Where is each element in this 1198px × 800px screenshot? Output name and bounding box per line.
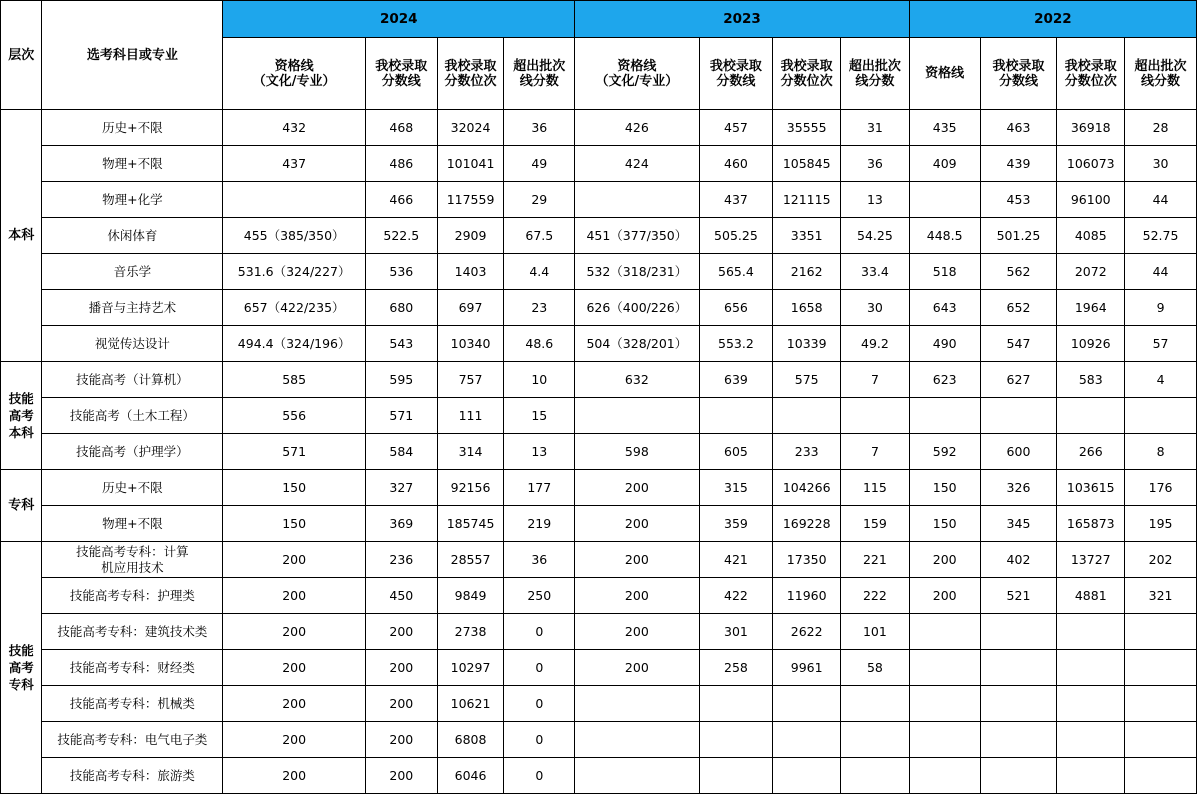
score-cell: 221 — [841, 542, 910, 578]
score-cell — [699, 686, 773, 722]
score-cell: 315 — [699, 470, 773, 506]
score-cell — [980, 686, 1057, 722]
header-subject: 选考科目或专业 — [42, 1, 223, 110]
score-cell: 9961 — [773, 650, 841, 686]
score-cell: 531.6（324/227） — [223, 254, 366, 290]
subject-cell: 技能高考专科：计算机应用技术 — [42, 542, 223, 578]
score-cell: 435 — [909, 110, 980, 146]
score-cell: 200 — [223, 614, 366, 650]
score-cell: 600 — [980, 434, 1057, 470]
subject-cell: 播音与主持艺术 — [42, 290, 223, 326]
score-cell — [1057, 722, 1125, 758]
score-cell: 571 — [223, 434, 366, 470]
score-cell: 490 — [909, 326, 980, 362]
score-cell — [909, 722, 980, 758]
score-cell — [1125, 398, 1197, 434]
score-cell: 627 — [980, 362, 1057, 398]
score-cell — [909, 686, 980, 722]
table-row — [1, 398, 1197, 434]
score-cell: 369 — [365, 506, 437, 542]
score-cell: 266 — [1057, 434, 1125, 470]
table-row — [1, 470, 1197, 506]
score-cell: 44 — [1125, 254, 1197, 290]
year-header-2024: 2024 — [223, 1, 575, 38]
subject-cell: 技能高考专科：机械类 — [42, 686, 223, 722]
score-cell: 200 — [223, 686, 366, 722]
score-cell — [980, 758, 1057, 794]
score-cell: 236 — [365, 542, 437, 578]
subheader-2022-3: 超出批次 线分数 — [1125, 38, 1197, 110]
score-cell: 301 — [699, 614, 773, 650]
score-cell: 10339 — [773, 326, 841, 362]
score-cell: 547 — [980, 326, 1057, 362]
score-cell: 200 — [575, 506, 699, 542]
score-cell: 13 — [841, 182, 910, 218]
score-cell: 13 — [504, 434, 575, 470]
score-cell — [699, 758, 773, 794]
score-cell: 6808 — [437, 722, 504, 758]
table-row — [1, 542, 1197, 578]
table-row — [1, 110, 1197, 146]
score-cell: 643 — [909, 290, 980, 326]
score-cell: 460 — [699, 146, 773, 182]
score-cell: 486 — [365, 146, 437, 182]
subject-cell: 技能高考（计算机） — [42, 362, 223, 398]
score-cell: 2072 — [1057, 254, 1125, 290]
score-cell: 200 — [575, 578, 699, 614]
score-cell: 757 — [437, 362, 504, 398]
score-cell: 233 — [773, 434, 841, 470]
score-cell: 33.4 — [841, 254, 910, 290]
score-cell: 409 — [909, 146, 980, 182]
score-cell: 518 — [909, 254, 980, 290]
score-cell: 10621 — [437, 686, 504, 722]
score-cell: 562 — [980, 254, 1057, 290]
subject-cell: 技能高考专科：电气电子类 — [42, 722, 223, 758]
score-cell: 49 — [504, 146, 575, 182]
subject-cell: 技能高考专科：护理类 — [42, 578, 223, 614]
score-cell — [1057, 758, 1125, 794]
score-cell — [223, 182, 366, 218]
score-cell: 556 — [223, 398, 366, 434]
score-cell: 422 — [699, 578, 773, 614]
score-cell: 150 — [909, 470, 980, 506]
score-cell — [1125, 650, 1197, 686]
score-cell: 200 — [365, 686, 437, 722]
table-row — [1, 506, 1197, 542]
table-row — [1, 614, 1197, 650]
score-cell: 32024 — [437, 110, 504, 146]
score-cell: 54.25 — [841, 218, 910, 254]
score-cell: 532（318/231） — [575, 254, 699, 290]
score-cell: 345 — [980, 506, 1057, 542]
score-cell: 4085 — [1057, 218, 1125, 254]
score-cell: 2162 — [773, 254, 841, 290]
score-cell — [980, 398, 1057, 434]
score-cell: 466 — [365, 182, 437, 218]
score-cell: 92156 — [437, 470, 504, 506]
score-cell: 36 — [504, 542, 575, 578]
score-cell — [980, 722, 1057, 758]
score-cell: 36 — [841, 146, 910, 182]
score-cell: 31 — [841, 110, 910, 146]
score-cell: 2738 — [437, 614, 504, 650]
score-cell: 67.5 — [504, 218, 575, 254]
subject-cell: 物理+化学 — [42, 182, 223, 218]
score-cell: 117559 — [437, 182, 504, 218]
score-cell: 11960 — [773, 578, 841, 614]
score-cell: 463 — [980, 110, 1057, 146]
score-cell: 202 — [1125, 542, 1197, 578]
subject-cell: 历史+不限 — [42, 470, 223, 506]
subject-cell: 技能高考专科：财经类 — [42, 650, 223, 686]
score-cell — [909, 758, 980, 794]
score-cell: 150 — [909, 506, 980, 542]
score-cell: 258 — [699, 650, 773, 686]
score-cell — [575, 398, 699, 434]
score-cell: 656 — [699, 290, 773, 326]
score-cell: 585 — [223, 362, 366, 398]
score-cell: 457 — [699, 110, 773, 146]
score-cell: 632 — [575, 362, 699, 398]
score-cell: 200 — [365, 758, 437, 794]
score-cell: 200 — [365, 650, 437, 686]
score-cell: 200 — [365, 722, 437, 758]
score-cell — [773, 686, 841, 722]
subheader-2024-1: 我校录取 分数线 — [365, 38, 437, 110]
score-cell: 2909 — [437, 218, 504, 254]
score-cell: 29 — [504, 182, 575, 218]
subject-cell: 音乐学 — [42, 254, 223, 290]
score-cell: 176 — [1125, 470, 1197, 506]
score-cell: 200 — [575, 470, 699, 506]
score-cell: 28 — [1125, 110, 1197, 146]
score-cell: 455（385/350） — [223, 218, 366, 254]
score-cell — [575, 722, 699, 758]
score-cell: 598 — [575, 434, 699, 470]
score-cell: 165873 — [1057, 506, 1125, 542]
score-cell: 571 — [365, 398, 437, 434]
table-row — [1, 362, 1197, 398]
score-cell: 321 — [1125, 578, 1197, 614]
score-cell: 36 — [504, 110, 575, 146]
score-cell — [1125, 722, 1197, 758]
score-cell: 553.2 — [699, 326, 773, 362]
score-cell: 185745 — [437, 506, 504, 542]
score-cell: 451（377/350） — [575, 218, 699, 254]
score-cell: 13727 — [1057, 542, 1125, 578]
score-cell: 605 — [699, 434, 773, 470]
score-cell: 150 — [223, 506, 366, 542]
score-cell: 200 — [575, 650, 699, 686]
subheader-2023-2: 我校录取 分数位次 — [773, 38, 841, 110]
score-cell: 96100 — [1057, 182, 1125, 218]
score-cell: 177 — [504, 470, 575, 506]
score-cell: 426 — [575, 110, 699, 146]
score-cell — [909, 614, 980, 650]
score-cell: 468 — [365, 110, 437, 146]
score-cell: 6046 — [437, 758, 504, 794]
score-cell — [773, 758, 841, 794]
score-cell: 595 — [365, 362, 437, 398]
score-cell: 200 — [223, 758, 366, 794]
score-cell — [575, 182, 699, 218]
subheader-2024-2: 我校录取 分数位次 — [437, 38, 504, 110]
score-cell: 121115 — [773, 182, 841, 218]
table-row — [1, 326, 1197, 362]
score-cell: 159 — [841, 506, 910, 542]
score-cell: 0 — [504, 722, 575, 758]
score-cell: 8 — [1125, 434, 1197, 470]
score-cell — [980, 650, 1057, 686]
table-row — [1, 758, 1197, 794]
table-row — [1, 218, 1197, 254]
score-cell: 101041 — [437, 146, 504, 182]
score-cell: 10340 — [437, 326, 504, 362]
score-cell: 639 — [699, 362, 773, 398]
table-row — [1, 722, 1197, 758]
table-row — [1, 290, 1197, 326]
score-cell — [699, 722, 773, 758]
score-cell: 680 — [365, 290, 437, 326]
score-cell — [1057, 398, 1125, 434]
score-cell: 543 — [365, 326, 437, 362]
score-cell: 200 — [575, 614, 699, 650]
score-cell: 195 — [1125, 506, 1197, 542]
score-cell: 314 — [437, 434, 504, 470]
score-cell: 432 — [223, 110, 366, 146]
score-cell: 57 — [1125, 326, 1197, 362]
score-cell: 424 — [575, 146, 699, 182]
score-cell: 10926 — [1057, 326, 1125, 362]
score-cell: 200 — [909, 542, 980, 578]
subheader-2022-1: 我校录取 分数线 — [980, 38, 1057, 110]
score-cell: 17350 — [773, 542, 841, 578]
score-cell: 35555 — [773, 110, 841, 146]
score-cell: 359 — [699, 506, 773, 542]
score-cell: 1403 — [437, 254, 504, 290]
score-cell — [1125, 614, 1197, 650]
subject-cell: 物理+不限 — [42, 146, 223, 182]
score-cell: 450 — [365, 578, 437, 614]
subheader-2023-3: 超出批次 线分数 — [841, 38, 910, 110]
score-cell — [1057, 614, 1125, 650]
score-cell: 105845 — [773, 146, 841, 182]
score-cell: 52.75 — [1125, 218, 1197, 254]
score-cell: 104266 — [773, 470, 841, 506]
score-cell: 592 — [909, 434, 980, 470]
score-cell: 626（400/226） — [575, 290, 699, 326]
table-row — [1, 254, 1197, 290]
score-cell: 453 — [980, 182, 1057, 218]
score-cell — [773, 398, 841, 434]
score-cell: 4 — [1125, 362, 1197, 398]
score-cell: 4.4 — [504, 254, 575, 290]
score-cell: 200 — [223, 542, 366, 578]
subheader-2022-0: 资格线 — [909, 38, 980, 110]
score-cell: 169228 — [773, 506, 841, 542]
score-cell — [575, 686, 699, 722]
table-row — [1, 686, 1197, 722]
score-cell: 0 — [504, 650, 575, 686]
score-cell: 106073 — [1057, 146, 1125, 182]
header-level: 层次 — [1, 1, 42, 110]
score-cell: 623 — [909, 362, 980, 398]
score-cell — [1057, 650, 1125, 686]
score-cell: 200 — [365, 614, 437, 650]
score-cell: 522.5 — [365, 218, 437, 254]
table-row — [1, 434, 1197, 470]
score-cell: 58 — [841, 650, 910, 686]
score-cell: 7 — [841, 362, 910, 398]
score-cell: 505.25 — [699, 218, 773, 254]
score-cell: 536 — [365, 254, 437, 290]
subheader-2024-3: 超出批次 线分数 — [504, 38, 575, 110]
score-cell: 439 — [980, 146, 1057, 182]
score-cell: 521 — [980, 578, 1057, 614]
score-cell: 652 — [980, 290, 1057, 326]
score-cell: 2622 — [773, 614, 841, 650]
level-cell: 技能 高考 本科 — [1, 362, 42, 470]
score-cell: 101 — [841, 614, 910, 650]
score-cell — [841, 722, 910, 758]
score-cell: 9849 — [437, 578, 504, 614]
score-cell: 504（328/201） — [575, 326, 699, 362]
score-cell: 657（422/235） — [223, 290, 366, 326]
score-cell: 222 — [841, 578, 910, 614]
table-row — [1, 650, 1197, 686]
score-cell: 115 — [841, 470, 910, 506]
score-cell: 150 — [223, 470, 366, 506]
subject-cell: 历史+不限 — [42, 110, 223, 146]
score-cell: 44 — [1125, 182, 1197, 218]
score-cell: 448.5 — [909, 218, 980, 254]
score-cell: 219 — [504, 506, 575, 542]
score-cell: 48.6 — [504, 326, 575, 362]
score-cell: 250 — [504, 578, 575, 614]
score-cell: 326 — [980, 470, 1057, 506]
score-cell: 437 — [223, 146, 366, 182]
score-cell — [575, 758, 699, 794]
subheader-2022-2: 我校录取 分数位次 — [1057, 38, 1125, 110]
score-cell: 1658 — [773, 290, 841, 326]
level-cell: 技能 高考 专科 — [1, 542, 42, 794]
score-cell: 421 — [699, 542, 773, 578]
score-cell: 200 — [223, 650, 366, 686]
score-cell: 23 — [504, 290, 575, 326]
score-cell — [1125, 686, 1197, 722]
score-cell — [841, 686, 910, 722]
score-cell: 0 — [504, 614, 575, 650]
table-row — [1, 182, 1197, 218]
score-cell: 437 — [699, 182, 773, 218]
year-header-2022: 2022 — [909, 1, 1196, 38]
subject-cell: 技能高考专科：建筑技术类 — [42, 614, 223, 650]
score-cell: 3351 — [773, 218, 841, 254]
score-cell: 584 — [365, 434, 437, 470]
score-cell: 49.2 — [841, 326, 910, 362]
subheader-2023-0: 资格线 （文化/专业） — [575, 38, 699, 110]
score-cell: 0 — [504, 686, 575, 722]
score-cell: 30 — [1125, 146, 1197, 182]
score-cell: 200 — [223, 578, 366, 614]
subject-cell: 视觉传达设计 — [42, 326, 223, 362]
score-cell: 7 — [841, 434, 910, 470]
score-cell: 0 — [504, 758, 575, 794]
score-cell: 28557 — [437, 542, 504, 578]
score-cell: 565.4 — [699, 254, 773, 290]
score-cell: 327 — [365, 470, 437, 506]
score-cell: 583 — [1057, 362, 1125, 398]
score-cell: 697 — [437, 290, 504, 326]
score-cell — [909, 650, 980, 686]
score-cell: 200 — [909, 578, 980, 614]
score-cell — [909, 182, 980, 218]
score-cell: 36918 — [1057, 110, 1125, 146]
score-cell: 15 — [504, 398, 575, 434]
score-cell: 10297 — [437, 650, 504, 686]
subject-cell: 技能高考专科：旅游类 — [42, 758, 223, 794]
score-cell: 9 — [1125, 290, 1197, 326]
score-cell — [841, 758, 910, 794]
score-cell — [980, 614, 1057, 650]
score-cell: 1964 — [1057, 290, 1125, 326]
score-cell — [1125, 758, 1197, 794]
score-cell: 10 — [504, 362, 575, 398]
score-cell — [841, 398, 910, 434]
subheader-2024-0: 资格线 （文化/专业） — [223, 38, 366, 110]
score-cell: 111 — [437, 398, 504, 434]
subject-cell: 休闲体育 — [42, 218, 223, 254]
subject-cell: 技能高考（土木工程） — [42, 398, 223, 434]
score-cell: 103615 — [1057, 470, 1125, 506]
score-cell: 575 — [773, 362, 841, 398]
score-cell: 200 — [575, 542, 699, 578]
score-cell: 494.4（324/196） — [223, 326, 366, 362]
score-cell — [773, 722, 841, 758]
score-cell: 30 — [841, 290, 910, 326]
table-row — [1, 146, 1197, 182]
score-cell — [909, 398, 980, 434]
level-cell: 专科 — [1, 470, 42, 542]
score-cell: 501.25 — [980, 218, 1057, 254]
subject-cell: 技能高考（护理学） — [42, 434, 223, 470]
table-row — [1, 578, 1197, 614]
score-cell: 4881 — [1057, 578, 1125, 614]
year-header-2023: 2023 — [575, 1, 910, 38]
score-cell — [1057, 686, 1125, 722]
subject-cell: 物理+不限 — [42, 506, 223, 542]
score-cell: 402 — [980, 542, 1057, 578]
level-cell: 本科 — [1, 110, 42, 362]
subheader-2023-1: 我校录取 分数线 — [699, 38, 773, 110]
score-cell: 200 — [223, 722, 366, 758]
score-cell — [699, 398, 773, 434]
